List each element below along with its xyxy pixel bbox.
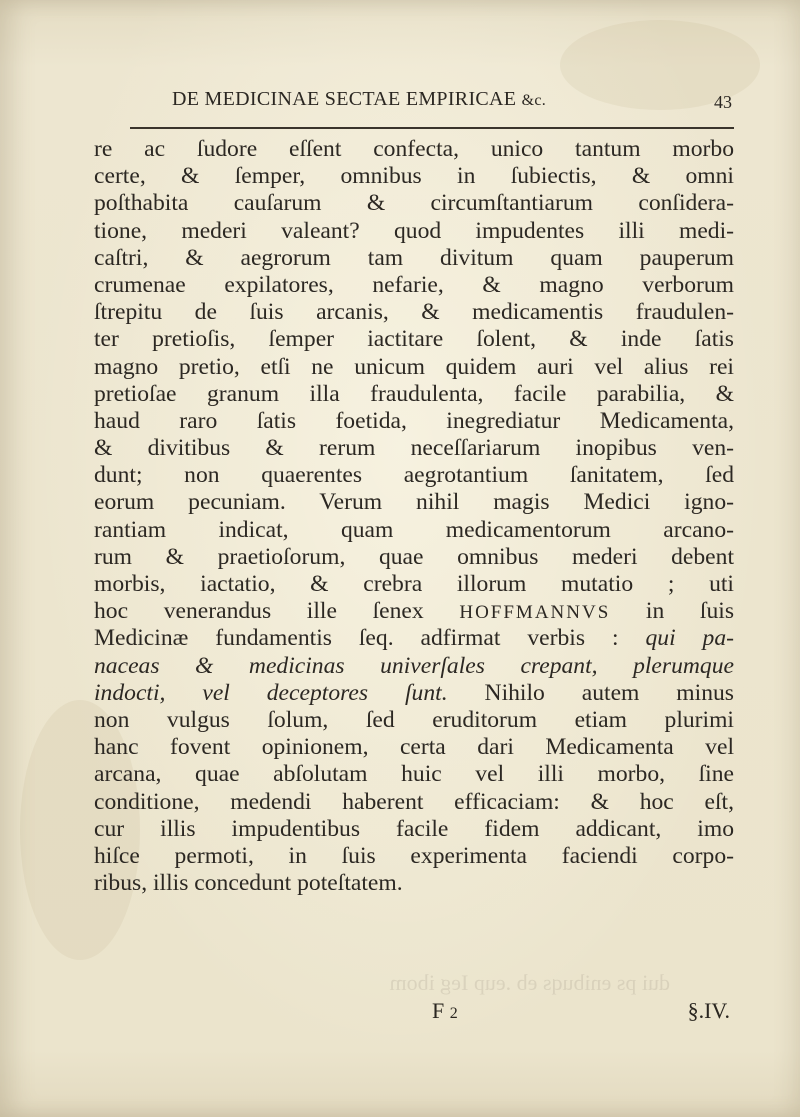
text-line (94, 299, 734, 326)
page-number: 43 (714, 92, 732, 112)
line-text: caſtri, & aegrorum tam divitum quam pauperum (94, 244, 734, 271)
line-text: morbis, iactatio, & crebra illorum mutatio ; uti (94, 571, 734, 597)
text-line (94, 517, 734, 544)
text-line (94, 816, 734, 843)
text-line (94, 190, 734, 217)
line-text: Nihilo autem minus (484, 679, 734, 706)
line-text: certe, & ſemper, omnibus in ſubiectis, & omni (94, 163, 734, 190)
signature-letter: F (432, 998, 445, 1023)
text-line (94, 761, 734, 788)
line-text: pretioſae granum illa fraudulenta, facile parabilia, & (94, 380, 734, 407)
text-line (94, 653, 734, 680)
line-text: dunt; non quaerentes aegrotantium ſanitatem, ſed (94, 462, 734, 489)
line-text: tione, mederi valeant? quod impudentes illi medi- (94, 217, 734, 244)
line-text: non vulgus ſolum, ſed eruditorum etiam plurimi (94, 706, 734, 733)
text-line (94, 571, 734, 598)
text-line (94, 408, 734, 435)
small-caps-name: HOFFMANNVS (459, 602, 611, 624)
italic-quote: naceas & medicinas univerſales crepant, plerumque (94, 652, 734, 679)
text-line (94, 734, 734, 761)
line-text: rum & praetioſorum, quae omnibus mederi debent (94, 543, 734, 570)
catchword: §.IV. (687, 998, 730, 1023)
text-line (94, 598, 734, 625)
line-text: eorum pecuniam. Verum nihil magis Medici igno- (94, 489, 734, 516)
line-text: cur illis impudentibus facile fidem addicant, imo (94, 815, 734, 842)
line-text: magno pretio, etſi ne unicum quidem auri vel alius rei (94, 353, 734, 380)
line-text: poſthabita cauſarum & circumſtantiarum conſidera- (94, 190, 734, 217)
text-line (94, 381, 734, 408)
line-text: arcana, quae abſolutam huic vel illi morbo, ſine (94, 761, 734, 788)
running-head-suffix: &c. (521, 92, 547, 109)
show-through-text: dui ps enibuqs eb .eup Ieg ibom (389, 970, 670, 995)
text-line (94, 163, 734, 190)
header-rule (130, 127, 734, 129)
line-text: & divitibus & rerum neceſſariarum inopibus ven- (94, 435, 734, 462)
line-text: ribus, illis concedunt poteſtatem. (94, 870, 403, 897)
line-text: rantiam indicat, quam medicamentorum arcano- (94, 516, 734, 543)
text-line (94, 462, 734, 489)
line-text: in ſuis (645, 598, 735, 625)
text-line (94, 843, 734, 870)
running-head-title: DE MEDICINAE SECTAE EMPIRICAE (172, 88, 517, 110)
text-line (94, 625, 734, 652)
body-text (94, 136, 734, 897)
italic-quote: indocti, vel deceptores ſunt. (94, 679, 448, 706)
line-text: re ac ſudore eſſent confecta, unico tantum morbo (94, 136, 734, 162)
signature-number: 2 (449, 1005, 458, 1022)
text-line (94, 544, 734, 571)
text-line (94, 272, 734, 299)
line-text: haud raro ſatis foetida, inegrediatur Medicamenta, (94, 407, 734, 434)
text-line (94, 489, 734, 516)
line-text: ſtrepitu de ſuis arcanis, & medicamentis fraudulen- (94, 299, 734, 326)
running-head (172, 88, 546, 111)
text-line (94, 218, 734, 245)
italic-quote: qui pa- (645, 625, 735, 652)
text-line (94, 680, 734, 707)
line-text: conditione, medendi haberent efficaciam: & hoc eſt, (94, 788, 734, 815)
page-footer (94, 998, 734, 1032)
line-text: hoc venerandus ille ſenex (94, 598, 424, 625)
text-line (94, 435, 734, 462)
line-text: Medicinæ fundamentis ſeq. adfirmat verbis : (94, 625, 619, 652)
line-text: crumenae expilatores, nefarie, & magno verborum (94, 271, 734, 298)
line-text: hanc fovent opinionem, certa dari Medicamenta vel (94, 734, 734, 761)
text-line (94, 354, 734, 381)
signature-mark (432, 998, 458, 1024)
text-line (94, 707, 734, 734)
text-line (94, 870, 734, 897)
text-line (94, 789, 734, 816)
line-text: ter pretioſis, ſemper iactitare ſolent, & inde ſatis (94, 326, 734, 353)
text-line (94, 326, 734, 353)
line-text: hiſce permoti, in ſuis experimenta faciendi corpo- (94, 842, 734, 869)
text-line (94, 136, 734, 163)
page-header (172, 84, 732, 120)
text-line (94, 245, 734, 272)
